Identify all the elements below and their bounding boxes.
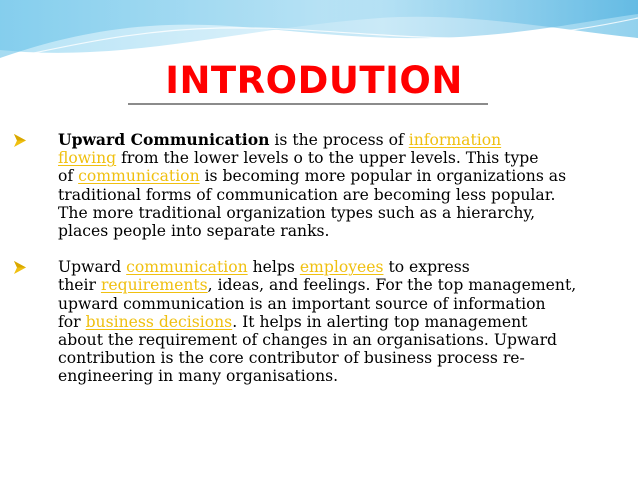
text-run: of <box>58 167 79 186</box>
hyperlink[interactable]: flowing <box>58 149 117 168</box>
hyperlink[interactable]: employees <box>299 258 384 277</box>
bold-lead: Upward Communication <box>58 130 270 149</box>
bullet-line: places people into separate ranks. <box>58 222 330 241</box>
hyperlink[interactable]: information <box>408 131 502 149</box>
hyperlink[interactable]: communication <box>126 258 248 277</box>
text-run: from the lower levels o to the upper levels. This type <box>116 149 539 168</box>
text-run: Upward <box>58 258 127 277</box>
arrow-bullet-icon <box>14 134 26 147</box>
bullet-line: engineering in many organisations. <box>58 367 339 386</box>
bullet-line <box>58 313 630 331</box>
text-run: for <box>58 312 86 331</box>
bullet-line: The more traditional organization types such as a hierarchy, <box>58 203 536 222</box>
title-underline <box>128 103 488 105</box>
text-run: is becoming more popular in organizations as <box>199 167 567 186</box>
bullet-item <box>10 131 630 240</box>
bullet-line <box>58 149 630 167</box>
bullet-item <box>10 258 630 385</box>
bullet-line <box>58 131 630 149</box>
bullet-line: traditional forms of communication are becoming less popular. <box>58 185 556 204</box>
bullet-line <box>58 258 630 276</box>
bullet-line: about the requirement of changes in an organisations. Upward <box>58 331 558 350</box>
bullet-line <box>58 276 630 294</box>
text-run: helps <box>247 258 300 277</box>
text-run: , ideas, and feelings. For the top management, <box>207 276 577 295</box>
hyperlink[interactable]: requirements <box>100 276 208 295</box>
bullet-line: upward communication is an important source of information <box>58 294 546 313</box>
bullet-line: contribution is the core contributor of business process re- <box>58 349 525 368</box>
text-run: is the process of <box>269 131 409 149</box>
arrow-bullet-icon <box>14 261 26 274</box>
slide-body <box>10 131 630 404</box>
bullet-line <box>58 167 630 185</box>
text-run: to express <box>383 258 470 277</box>
slide-title: INTRODUTION <box>165 59 463 102</box>
text-run: their <box>58 276 101 295</box>
text-run: . It helps in alerting top management <box>232 312 528 331</box>
hyperlink[interactable]: business decisions <box>85 312 233 331</box>
hyperlink[interactable]: communication <box>78 167 200 186</box>
